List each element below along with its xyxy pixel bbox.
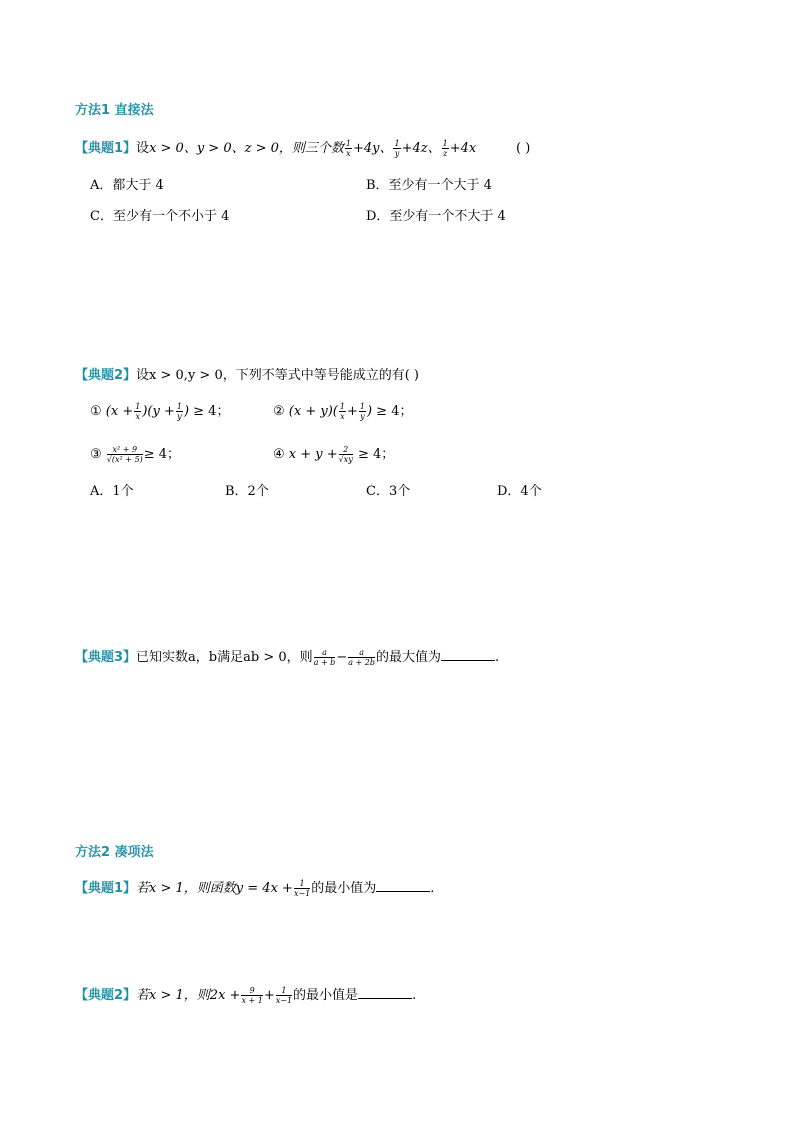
m1-ex2-question	[75, 366, 419, 386]
m1-ex1-option-b: B．至少有一个大于 4	[366, 178, 492, 193]
method1-heading: 方法1 直接法	[75, 103, 154, 118]
m1-ex2-option-b: B．2个	[225, 484, 269, 499]
m1-ex1-prefix: 设	[136, 141, 150, 156]
m2-ex2-question: 【典题2】若x > 1，则2x + $\frac{9}{x + 1}$ + $\frac{1}{x-1}$ 的最小值是 .	[75, 986, 417, 1005]
method2-heading: 方法2 凑项法	[75, 845, 154, 860]
m1-ex1-option-a: A．都大于 4	[90, 178, 164, 193]
m1-ex1-frac-1x: $\frac{1}{x}$	[345, 139, 351, 158]
m1-ex1-option-c: C．至少有一个不小于 4	[90, 209, 230, 224]
m1-ex3-answer-blank[interactable]	[441, 648, 495, 661]
m1-ex2-tag: 【典题2】	[75, 368, 137, 383]
m1-ex1-exprs: +4y、 $\frac{1}{y}$ +4z、 $\frac{1}{z}$ +4x	[352, 139, 477, 158]
m2-ex2-answer-blank[interactable]	[358, 986, 412, 999]
m1-ex2-text: 设x > 0,y > 0，下列不等式中等号能成立的有( )	[136, 368, 419, 383]
m1-ex1-conditions: x > 0、y > 0、z > 0，则三个数	[149, 141, 344, 156]
m1-ex1-option-d: D．至少有一个不大于 4	[366, 209, 506, 224]
m1-ex2-option-c: C．3个	[366, 484, 411, 499]
m2-ex1-tag: 【典题1】	[75, 881, 137, 896]
m1-ex3-question: 【典题3】已知实数a，b满足ab > 0，则 $\frac{a}{a + b}$ − $\frac{a}{a + 2b}$ 的最大值为 .	[75, 648, 500, 667]
m1-ex1-question	[75, 139, 476, 159]
m1-ex2-option-d: D．4个	[497, 484, 542, 499]
m1-ex1-tag: 【典题1】	[75, 141, 137, 156]
m2-ex1-answer-blank[interactable]	[376, 879, 430, 892]
m1-ex1-paren: ( )	[516, 141, 531, 156]
m1-ex2-item-2: ② (x + y)( $\frac{1}{x}$ + $\frac{1}{y}$ ) ≥ 4；	[273, 402, 413, 421]
m1-ex2-option-a: A．1个	[90, 484, 134, 499]
m2-ex2-tag: 【典题2】	[75, 988, 137, 1003]
m2-ex1-question: 【典题1】若x > 1，则函数y = 4x + $\frac{1}{x-1}$ 的最小值为 .	[75, 879, 435, 898]
m1-ex2-item-4: ④ x + y + $\frac{2}{√xy}$ ≥ 4；	[273, 445, 395, 464]
m1-ex3-tag: 【典题3】	[75, 650, 137, 665]
m1-ex2-item-1: ① (x + $\frac{1}{x}$ )(y + $\frac{1}{y}$ ) ≥ 4；	[90, 402, 230, 421]
m1-ex2-item-3: ③ $\frac{\text{x² + 9}}{\text{√(x² + 5)}}$ ≥ 4；	[90, 445, 181, 464]
